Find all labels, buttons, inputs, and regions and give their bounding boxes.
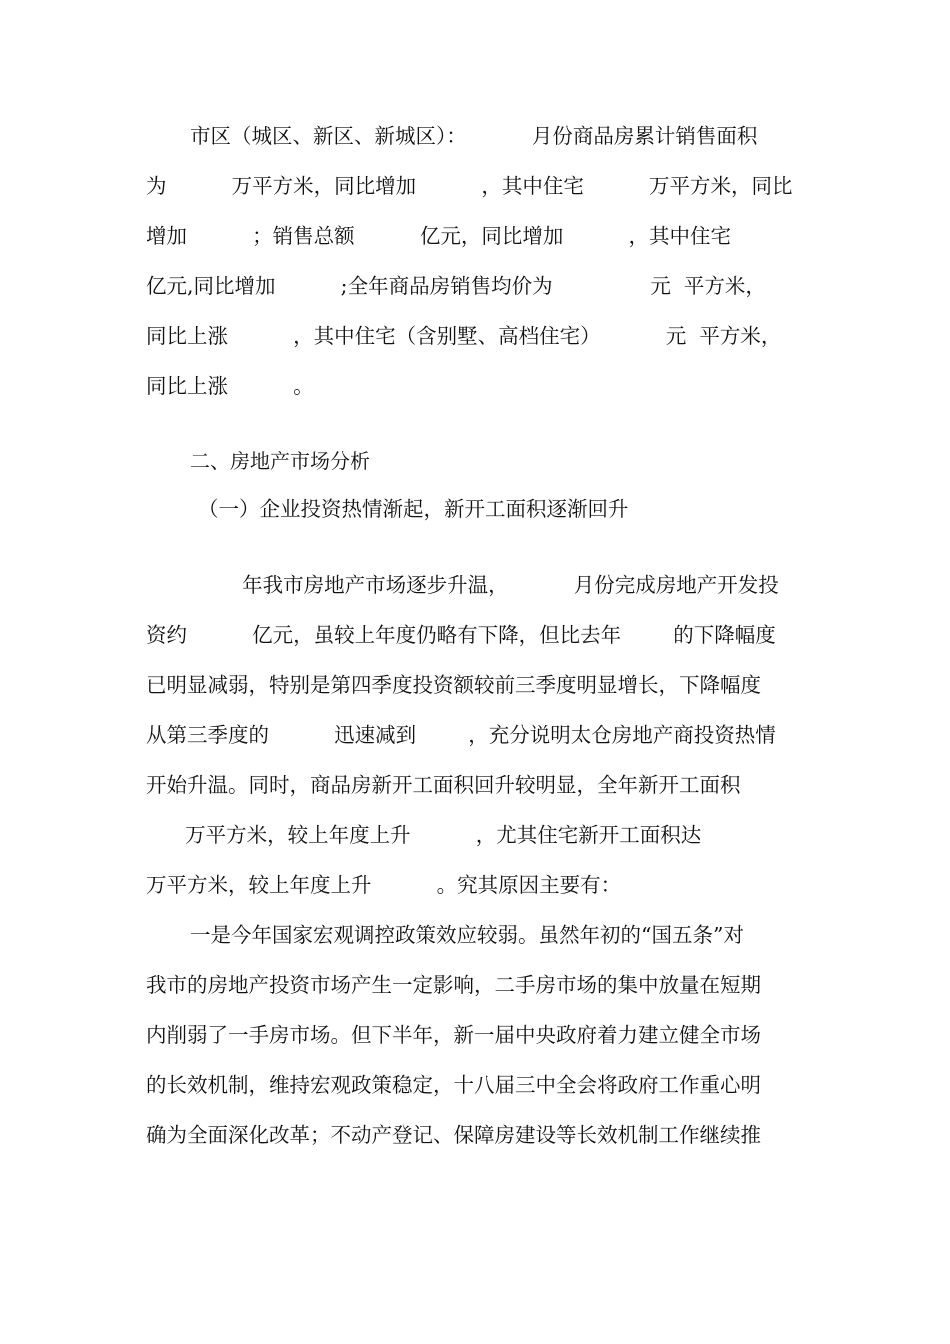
text-line: 资约 亿元，虽较上年度仍略有下降，但比去年 的下降幅度 <box>146 623 776 647</box>
text-line: 同比上涨 。 <box>146 374 314 398</box>
text-line: 开始升温。同时，商品房新开工面积回升较明显，全年新开工面积 <box>146 773 741 797</box>
section-heading: 二、房地产市场分析 <box>190 449 370 473</box>
text-line: 市区（城区、新区、新城区）： 月份商品房累计销售面积 <box>190 124 758 148</box>
text-line: 确为全面深化改革；不动产登记、保障房建设等长效机制工作继续推 <box>146 1123 761 1147</box>
text-line: 年我市房地产市场逐步升温， 月份完成房地产开发投 <box>190 573 779 597</box>
text-line: 已明显减弱，特别是第四季度投资额较前三季度明显增长，下降幅度 <box>146 673 761 697</box>
text-line: 万平方米，较上年度上升 。究其原因主要有： <box>146 873 622 897</box>
text-line: 增加 ；销售总额 亿元，同比增加 ，其中住宅 <box>146 224 731 248</box>
text-line: 一是今年国家宏观调控政策效应较弱。虽然年初的“国五条”对 <box>190 923 744 947</box>
text-line: 同比上涨 ，其中住宅（含别墅、高档住宅） 元 平方米， <box>146 324 782 348</box>
text-line: 亿元,同比增加 ;全年商品房销售均价为 元 平方米， <box>146 274 766 298</box>
text-line: 内削弱了一手房市场。但下半年，新一届中央政府着力建立健全市场 <box>146 1023 761 1047</box>
text-line: 的长效机制，维持宏观政策稳定，十八届三中全会将政府工作重心明 <box>146 1073 761 1097</box>
text-line: 为 万平方米，同比增加 ，其中住宅 万平方米，同比 <box>146 174 793 198</box>
text-line: 从第三季度的 迅速减到 ，充分说明太仓房地产商投资热情 <box>146 723 776 747</box>
subsection-heading: （一）企业投资热情渐起，新开工面积逐渐回升 <box>198 497 629 521</box>
text-line: 我市的房地产投资市场产生一定影响，二手房市场的集中放量在短期 <box>146 973 761 997</box>
text-line: 万平方米，较上年度上升 ，尤其住宅新开工面积达 <box>146 823 702 847</box>
